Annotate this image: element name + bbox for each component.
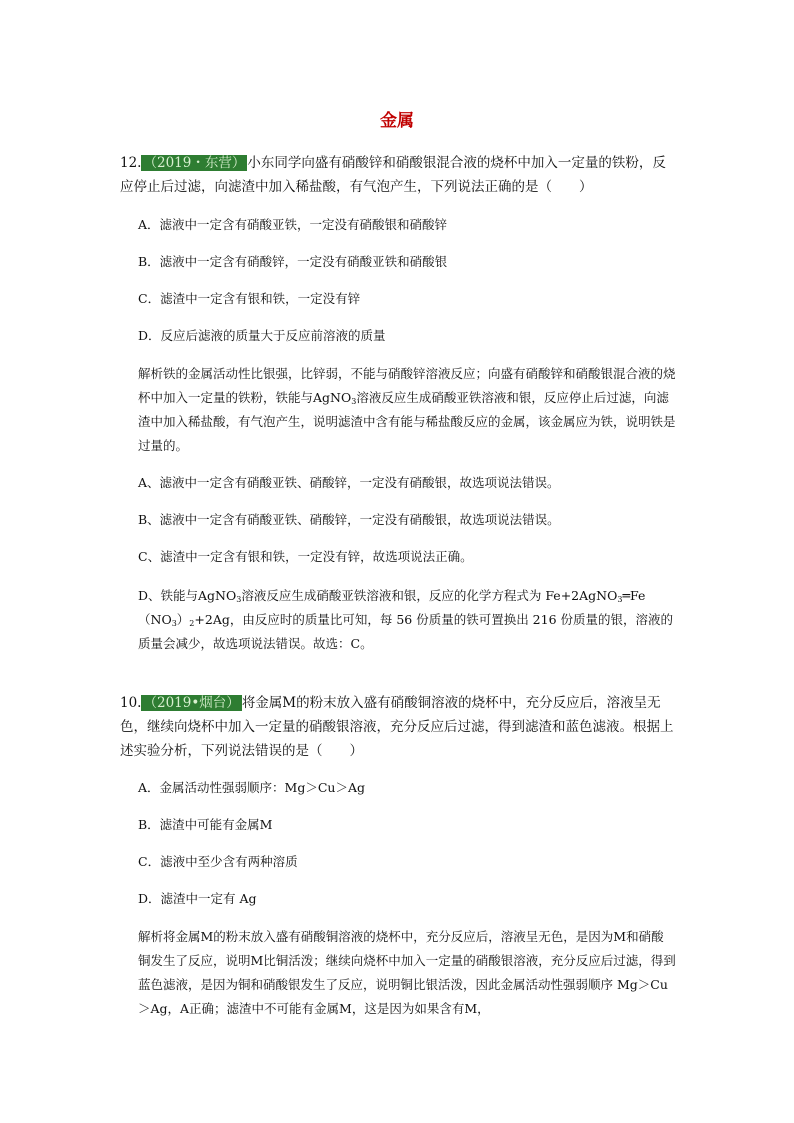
analysis-text: 解析铁的金属活动性比银强，比锌弱，不能与硝酸锌溶液反应；向盛有硝酸锌和硝酸银混合液的烧杯中加入一定量的铁粉，铁能与AgNO (138, 366, 676, 405)
question-10-stem (120, 691, 676, 763)
source-tag: （2019・东营） (143, 155, 246, 171)
explain-b: B、滤液中一定含有硝酸亚铁、硝酸锌，一定没有硝酸银，故选项说法错误。 (138, 512, 560, 527)
explain-text: ═Fe（NO (138, 588, 646, 627)
subscript: 3 (236, 595, 242, 604)
analysis-paragraph (138, 362, 676, 458)
question-text: 将金属M的粉末放入盛有硝酸铜溶液的烧杯中，充分反应后，溶液呈无色，继续向烧杯中加入一定量的硝酸银溶液，充分反应后过滤，得到滤渣和蓝色滤液。根据上述实验分析，下列说法错误的是（ ） (120, 695, 674, 759)
explain-text: D、铁能与AgNO (138, 588, 237, 603)
option-c: C．滤渣中一定含有银和铁，一定没有锌 (138, 291, 361, 306)
question-number: 10. (120, 695, 142, 711)
option-b: B．滤渣中可能有金属M (138, 817, 273, 832)
explain-d (138, 584, 676, 656)
option-b: B．滤液中一定含有硝酸锌，一定没有硝酸亚铁和硝酸银 (138, 254, 448, 269)
source-tag: （2019•烟台） (143, 695, 240, 711)
question-12-stem (120, 151, 676, 199)
analysis-paragraph: 解析将金属M的粉末放入盛有硝酸铜溶液的烧杯中，充分反应后，溶液呈无色，是因为M和硝酸铜发生了反应，说明M比铜活泼；继续向烧杯中加入一定量的硝酸银溶液，充分反应后过滤，得到蓝色滤液，是因为铜和硝酸银发生了反应，说明铜比银活泼，因此金属活动性强弱顺序 Mg＞Cu＞Ag，A正确；滤渣中不可能有金属M，这是因为如果含有M， (138, 929, 676, 1016)
explain-text: ） (176, 612, 190, 627)
explain-text: 溶液反应生成硝酸亚铁溶液和银，反应的化学方程式为 Fe+2AgNO (241, 588, 618, 603)
analysis-text: 溶液反应生成硝酸亚铁溶液和银，反应停止后过滤，向滤渣中加入稀盐酸，有气泡产生，说明滤渣中含有能与稀盐酸反应的金属，该金属应为铁，说明铁是过量的。 (138, 390, 676, 453)
explain-text: +2Ag，由反应时的质量比可知，每 56 份质量的铁可置换出 216 份质量的银，溶液的质量会减少，故选项说法错误。故选：C。 (138, 612, 674, 651)
question-number: 12. (120, 155, 142, 171)
explain-c: C、滤渣中一定含有银和铁，一定没有锌，故选项说法正确。 (138, 549, 473, 564)
option-a: A．滤液中一定含有硝酸亚铁，一定没有硝酸银和硝酸锌 (138, 217, 448, 232)
option-d: D．滤渣中一定有 Ag (138, 891, 257, 906)
explain-a: A、滤液中一定含有硝酸亚铁、硝酸锌，一定没有硝酸银，故选项说法错误。 (138, 475, 560, 490)
subscript: 3 (351, 397, 357, 406)
question-text: 小东同学向盛有硝酸锌和硝酸银混合液的烧杯中加入一定量的铁粉，反应停止后过滤，向滤渣中加入稀盐酸，有气泡产生，下列说法正确的是（ ） (120, 155, 666, 195)
subscript: 3 (617, 595, 623, 604)
option-a: A．金属活动性强弱顺序：Mg＞Cu＞Ag (138, 780, 365, 795)
subscript: 2 (189, 619, 195, 628)
option-c: C．滤液中至少含有两种溶质 (138, 854, 298, 869)
subscript: 3 (171, 619, 177, 628)
option-d: D．反应后滤液的质量大于反应前溶液的质量 (138, 328, 386, 343)
page-title: 金属 (380, 111, 414, 131)
